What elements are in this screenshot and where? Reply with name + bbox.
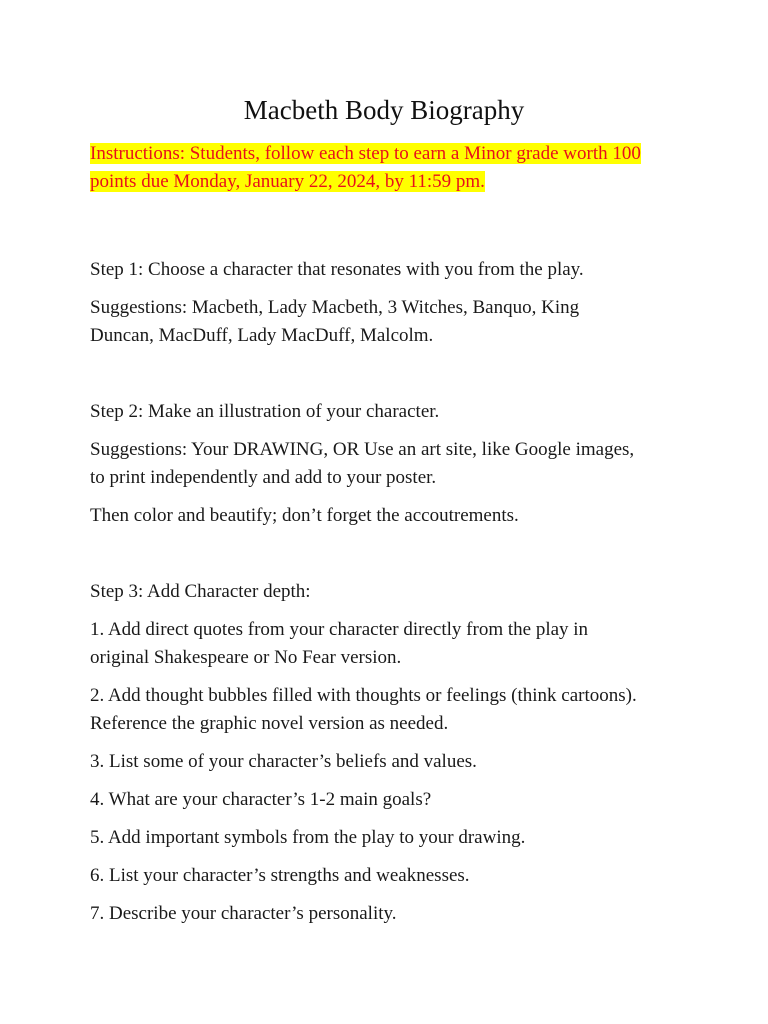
step-3-item-1-line-1: 1. Add direct quotes from your character directly from the play in bbox=[90, 619, 589, 640]
step-3-item-2-line-1: 2. Add thought bubbles filled with thoughts or feelings (think cartoons). bbox=[90, 685, 637, 706]
step-1-suggestions-line-1: Suggestions: Macbeth, Lady Macbeth, 3 Witches, Banquo, King bbox=[90, 297, 580, 318]
step-3-item-1-line-2: original Shakespeare or No Fear version. bbox=[90, 647, 402, 668]
step-3-item-4: 4. What are your character’s 1-2 main goals? bbox=[90, 789, 432, 810]
step-3-heading: Step 3: Add Character depth: bbox=[90, 581, 311, 602]
step-2-suggestions bbox=[90, 436, 690, 492]
step-2-heading: Step 2: Make an illustration of your character. bbox=[90, 401, 440, 422]
step-1-suggestions-line-2: Duncan, MacDuff, Lady MacDuff, Malcolm. bbox=[90, 325, 434, 346]
step-1-heading: Step 1: Choose a character that resonates with you from the play. bbox=[90, 259, 584, 280]
step-3-item-2 bbox=[90, 682, 690, 738]
step-1-suggestions bbox=[90, 294, 690, 350]
document-body bbox=[90, 140, 690, 928]
step-3-item-3: 3. List some of your character’s beliefs and values. bbox=[90, 751, 477, 772]
instructions-line-1: Instructions: Students, follow each step to earn a Minor grade worth 100 bbox=[90, 143, 641, 164]
instructions-block bbox=[90, 140, 690, 196]
step-2-note: Then color and beautify; don’t forget the accoutrements. bbox=[90, 505, 519, 526]
step-3-item-2-line-2: Reference the graphic novel version as needed. bbox=[90, 713, 449, 734]
step-3-item-7: 7. Describe your character’s personality. bbox=[90, 903, 397, 924]
instructions-line-2: points due Monday, January 22, 2024, by 11:59 pm. bbox=[90, 171, 485, 192]
document-title: Macbeth Body Biography bbox=[243, 95, 525, 125]
step-2-suggestions-line-2: to print independently and add to your poster. bbox=[90, 467, 437, 488]
step-3-item-6: 6. List your character’s strengths and weaknesses. bbox=[90, 865, 470, 886]
step-2-suggestions-line-1: Suggestions: Your DRAWING, OR Use an art site, like Google images, bbox=[90, 439, 635, 460]
step-3-item-5: 5. Add important symbols from the play to your drawing. bbox=[90, 827, 526, 848]
step-3-item-1 bbox=[90, 616, 690, 672]
